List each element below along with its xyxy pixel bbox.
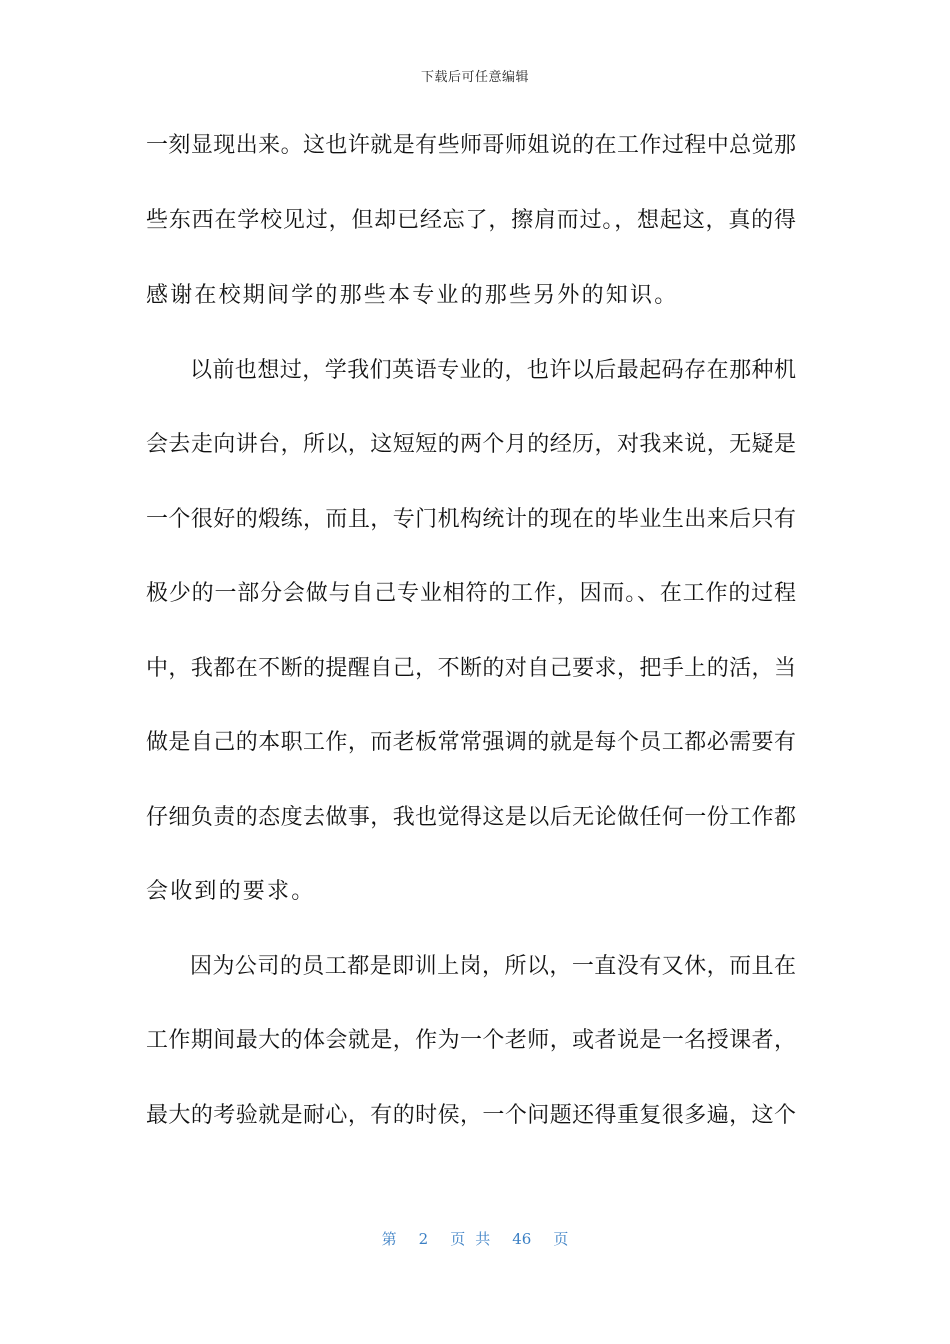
text-line: 工作期间最大的体会就是，作为一个老师，或者说是一名授课者， [146, 1028, 796, 1053]
text-line: 中，我都在不断的提醒自己，不断的对自己要求，把手上的活，当 [146, 656, 796, 681]
current-page-number: 2 [418, 1230, 429, 1248]
text-line: 以前也想过，学我们英语专业的，也许以后最起码存在那种机 [190, 358, 796, 383]
text-line: 极少的一部分会做与自己专业相符的工作，因而。、在工作的过程 [146, 581, 796, 606]
total-pages-number: 46 [512, 1230, 532, 1248]
text-line: 最大的考验就是耐心，有的时侯，一个问题还得重复很多遍，这个 [146, 1103, 796, 1128]
text-line: 会收到的要求。 [146, 879, 316, 904]
page-header: 下载后可任意编辑 [420, 70, 529, 85]
text-line: 做是自己的本职工作，而老板常常强调的就是每个员工都必需要有 [146, 730, 796, 755]
text-line: 仔细负责的态度去做事，我也觉得这是以后无论做任何一份工作都 [146, 805, 796, 830]
text-line: 感谢在校期间学的那些本专业的那些另外的知识。 [146, 283, 679, 308]
page-footer [0, 1228, 950, 1249]
page-label-suffix: 页 [553, 1230, 569, 1248]
page-label-mid: 页共 [450, 1230, 501, 1248]
text-line: 些东西在学校见过，但却已经忘了，擦肩而过。，想起这，真的得 [146, 208, 796, 233]
text-line: 会去走向讲台，所以，这短短的两个月的经历，对我来说，无疑是 [146, 432, 796, 457]
page-label-prefix: 第 [381, 1230, 397, 1248]
text-line: 因为公司的员工都是即训上岗，所以，一直没有又休，而且在 [190, 954, 796, 979]
text-line: 一刻显现出来。这也许就是有些师哥师姐说的在工作过程中总觉那 [146, 133, 796, 158]
text-line: 一个很好的煅练，而且，专门机构统计的现在的毕业生出来后只有 [146, 507, 796, 532]
